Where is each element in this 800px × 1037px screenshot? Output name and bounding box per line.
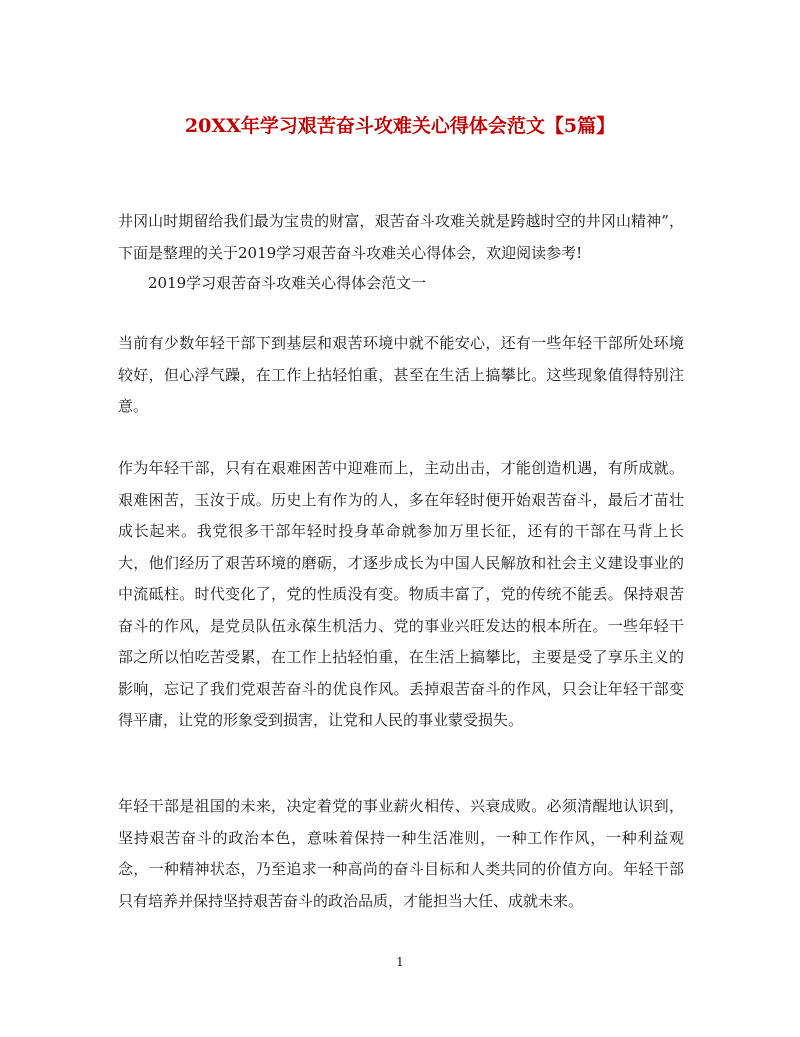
body-paragraph-2: 作为年轻干部，只有在艰难困苦中迎难而上，主动出击，才能创造机遇，有所成就。艰难困苦，玉汝于成。历史上有作为的人，多在年轻时便开始艰苦奋斗，最后才苗壮成长起来。我党很多干部年轻时投身革命就参加万里长征，还有的干部在马背上长大，他们经历了艰苦环境的磨砺，才逐步成长为中国人民解放和社会主义建设事业的中流砥柱。时代变化了，党的性质没有变。物质丰富了，党的传统不能丢。保持艰苦奋斗的作风，是党员队伍永葆生机活力、党的事业兴旺发达的根本所在。一些年轻干部之所以怕吃苦受累，在工作上拈轻怕重，在生活上搞攀比，主要是受了享乐主义的影响，忘记了我们党艰苦奋斗的优良作风。丢掉艰苦奋斗的作风，只会让年轻干部变得平庸，让党的形象受到损害，让党和人民的事业蒙受损失。 <box>118 459 684 729</box>
section-heading: 2019学习艰苦奋斗攻难关心得体会范文一 <box>148 274 427 292</box>
body-paragraph-1: 当前有少数年轻干部下到基层和艰苦环境中就不能安心，还有一些年轻干部所处环境较好，但心浮气躁，在工作上拈轻怕重，甚至在生活上搞攀比。这些现象值得特别注意。 <box>118 334 684 415</box>
page-number: 1 <box>396 955 404 969</box>
document-title: 20XX年学习艰苦奋斗攻难关心得体会范文【5篇】 <box>184 115 616 137</box>
intro-paragraph: 井冈山时期留给我们最为宝贵的财富，艰苦奋斗攻难关就是跨越时空的井冈山精神”，下面是整理的关于2019学习艰苦奋斗攻难关心得体会，欢迎阅读参考! <box>118 212 684 262</box>
body-paragraph-3: 年轻干部是祖国的未来，决定着党的事业薪火相传、兴衰成败。必须清醒地认识到，坚持艰苦奋斗的政治本色，意味着保持一种生活准则，一种工作作风，一种利益观念，一种精神状态，乃至追求一种高尚的奋斗目标和人类共同的价值方向。年轻干部只有培养并保持坚持艰苦奋斗的政治品质，才能担当大任、成就未来。 <box>118 797 684 910</box>
